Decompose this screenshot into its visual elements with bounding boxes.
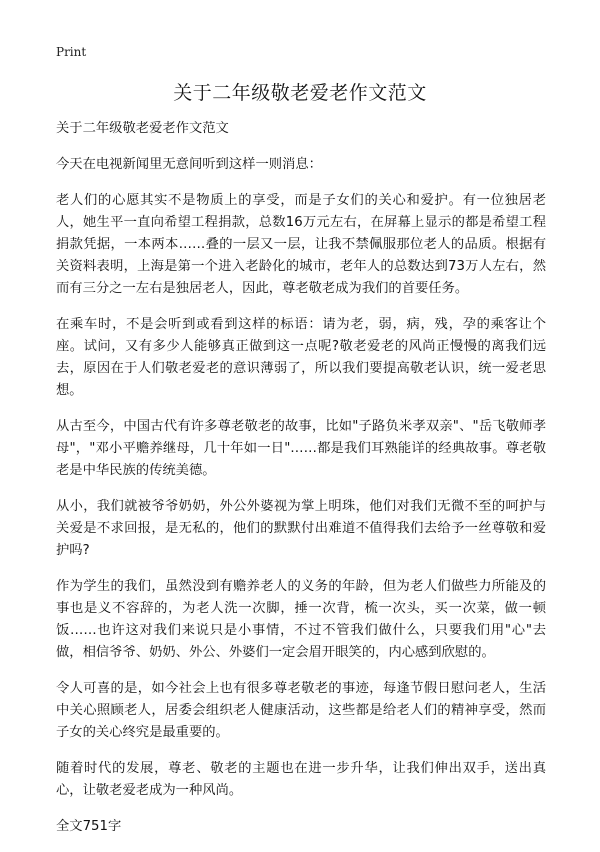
paragraph-6: 作为学生的我们，虽然没到有赡养老人的义务的年龄，但为老人们做些力所能及的事也是义不容辞的，为老人洗一次脚，捶一次背，梳一次头，买一次菜，做一顿饭……也许这对我们来说只是小事情，不过不管我们做什么，只要我们用"心"去做，相信爷爷、奶奶、外公、外婆们一定会眉开眼笑的，内心感到欣慰的。: [56, 579, 546, 660]
paragraph-1: 今天在电视新闻里无意间听到这样一则消息：: [56, 157, 322, 172]
paragraph-8: 随着时代的发展，尊老、敬老的主题也在进一步升华，让我们伸出双手，送出真心，让敬老爱老成为一种风尚。: [56, 761, 546, 798]
print-link[interactable]: Print: [56, 45, 87, 59]
paragraph-5: 从小，我们就被爷爷奶奶，外公外婆视为掌上明珠，他们对我们无微不至的呵护与关爱是不求回报，是无私的，他们的默默付出难道不值得我们去给予一丝尊敬和爱护吗?: [56, 499, 546, 558]
word-count: 全文751字: [56, 819, 122, 834]
page-title: 关于二年级敬老爱老作文范文: [173, 82, 427, 104]
paragraph-7: 令人可喜的是，如今社会上也有很多尊老敬老的事迹，每逢节假日慰问老人，生活中关心照顾老人，居委会组织老人健康活动，这些都是给老人们的精神享受，然而子女的关心终究是最重要的。: [56, 681, 546, 740]
paragraph-4: 从古至今，中国古代有许多尊老敬老的故事，比如"子路负米孝双亲"、"岳飞敬师孝母"，"邓小平赡养继母，几十年如一日"……都是我们耳熟能详的经典故事。尊老敬老是中华民族的传统美德。: [56, 419, 546, 478]
article-body: [56, 118, 546, 852]
article-subtitle: 关于二年级敬老爱老作文范文: [56, 121, 229, 136]
paragraph-2: 老人们的心愿其实不是物质上的享受，而是子女们的关心和爱护。有一位独居老人，她生平一直向希望工程捐款，总数16万元左右，在屏幕上显示的都是希望工程捐款凭据，一本两本……叠的一层又一层，让我不禁佩服那位老人的品质。根据有关资料表明，上海是第一个进入老龄化的城市，老年人的总数达到73万人左右，然而有三分之一左右是独居老人，因此，尊老敬老成为我们的首要任务。: [56, 193, 546, 296]
paragraph-3: 在乘车时，不是会听到或看到这样的标语：请为老，弱，病，残，孕的乘客让个座。试问，又有多少人能够真正做到这一点呢?敬老爱老的风尚正慢慢的离我们远去，原因在于人们敬老爱老的意识薄弱了，所以我们要提高敬老认识，统一爱老思想。: [56, 317, 546, 398]
